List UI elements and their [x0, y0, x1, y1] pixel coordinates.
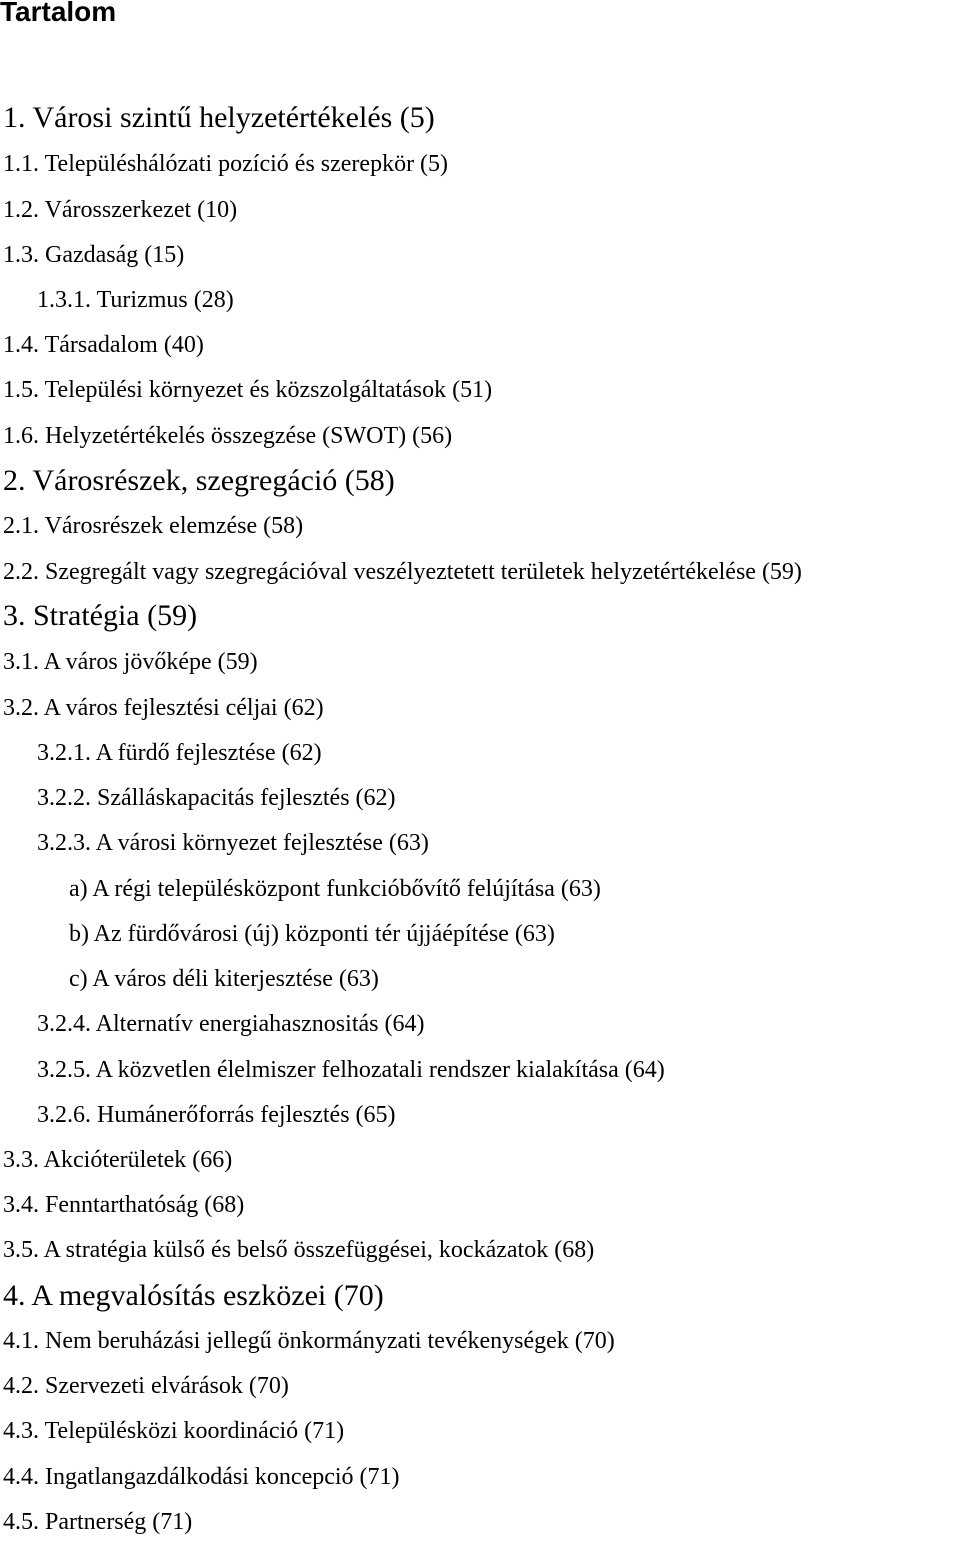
toc-entry[interactable]: 1. Városi szintű helyzetértékelés (5): [3, 101, 435, 134]
toc-entry[interactable]: 4.2. Szervezeti elvárások (70): [3, 1373, 289, 1399]
toc-entry[interactable]: 2. Városrészek, szegregáció (58): [3, 464, 395, 497]
toc-entry[interactable]: 3. Stratégia (59): [3, 599, 198, 632]
toc-entry[interactable]: 1.6. Helyzetértékelés összegzése (SWOT) (56): [3, 423, 453, 449]
toc-entry[interactable]: 3.4. Fenntarthatóság (68): [3, 1192, 245, 1218]
toc-entry[interactable]: 4.4. Ingatlangazdálkodási koncepció (71): [3, 1464, 400, 1490]
toc-entry[interactable]: 1.2. Városszerkezet (10): [3, 197, 238, 223]
toc-entry[interactable]: 4.3. Településközi koordináció (71): [3, 1418, 345, 1444]
toc-entry[interactable]: 3.5. A stratégia külső és belső összefüggései, kockázatok (68): [3, 1237, 595, 1263]
toc-entry[interactable]: 2.1. Városrészek elemzése (58): [3, 513, 304, 539]
toc-entry[interactable]: 3.2.2. Szálláskapacitás fejlesztés (62): [37, 785, 396, 811]
toc-entry[interactable]: 1.1. Településhálózati pozíció és szerepkör (5): [3, 151, 449, 177]
toc-entry[interactable]: 3.2.3. A városi környezet fejlesztése (63): [37, 830, 429, 856]
toc-entry[interactable]: 4.1. Nem beruházási jellegű önkormányzati tevékenységek (70): [3, 1328, 615, 1354]
toc-entry[interactable]: c) A város déli kiterjesztése (63): [69, 966, 379, 992]
toc-entry[interactable]: 2.2. Szegregált vagy szegregációval veszélyeztetett területek helyzetértékelése (59): [3, 559, 802, 585]
toc-entry[interactable]: 1.4. Társadalom (40): [3, 332, 204, 358]
page-title: Tartalom: [0, 0, 117, 27]
toc-entry[interactable]: 3.2.1. A fürdő fejlesztése (62): [37, 740, 322, 766]
toc-entry[interactable]: 3.2.4. Alternatív energiahasznositás (64): [37, 1011, 425, 1037]
toc-entry[interactable]: 3.2.6. Humánerőforrás fejlesztés (65): [37, 1102, 396, 1128]
toc-entry[interactable]: 1.3.1. Turizmus (28): [37, 287, 234, 313]
toc-entry[interactable]: a) A régi településközpont funkcióbővítő felújítása (63): [69, 876, 601, 902]
toc-entry[interactable]: 3.1. A város jövőképe (59): [3, 649, 258, 675]
toc-entry[interactable]: 3.3. Akcióterületek (66): [3, 1147, 233, 1173]
toc-entry[interactable]: 4.5. Partnerség (71): [3, 1509, 193, 1535]
toc-entry[interactable]: 1.3. Gazdaság (15): [3, 242, 185, 268]
toc-entry[interactable]: b) Az fürdővárosi (új) központi tér újjáépítése (63): [69, 921, 555, 947]
toc-entry[interactable]: 3.2.5. A közvetlen élelmiszer felhozatali rendszer kialakítása (64): [37, 1057, 665, 1083]
toc-entry[interactable]: 1.5. Települési környezet és közszolgáltatások (51): [3, 377, 493, 403]
toc-entry[interactable]: 3.2. A város fejlesztési céljai (62): [3, 695, 324, 721]
toc-entry[interactable]: 4. A megvalósítás eszközei (70): [3, 1279, 384, 1312]
